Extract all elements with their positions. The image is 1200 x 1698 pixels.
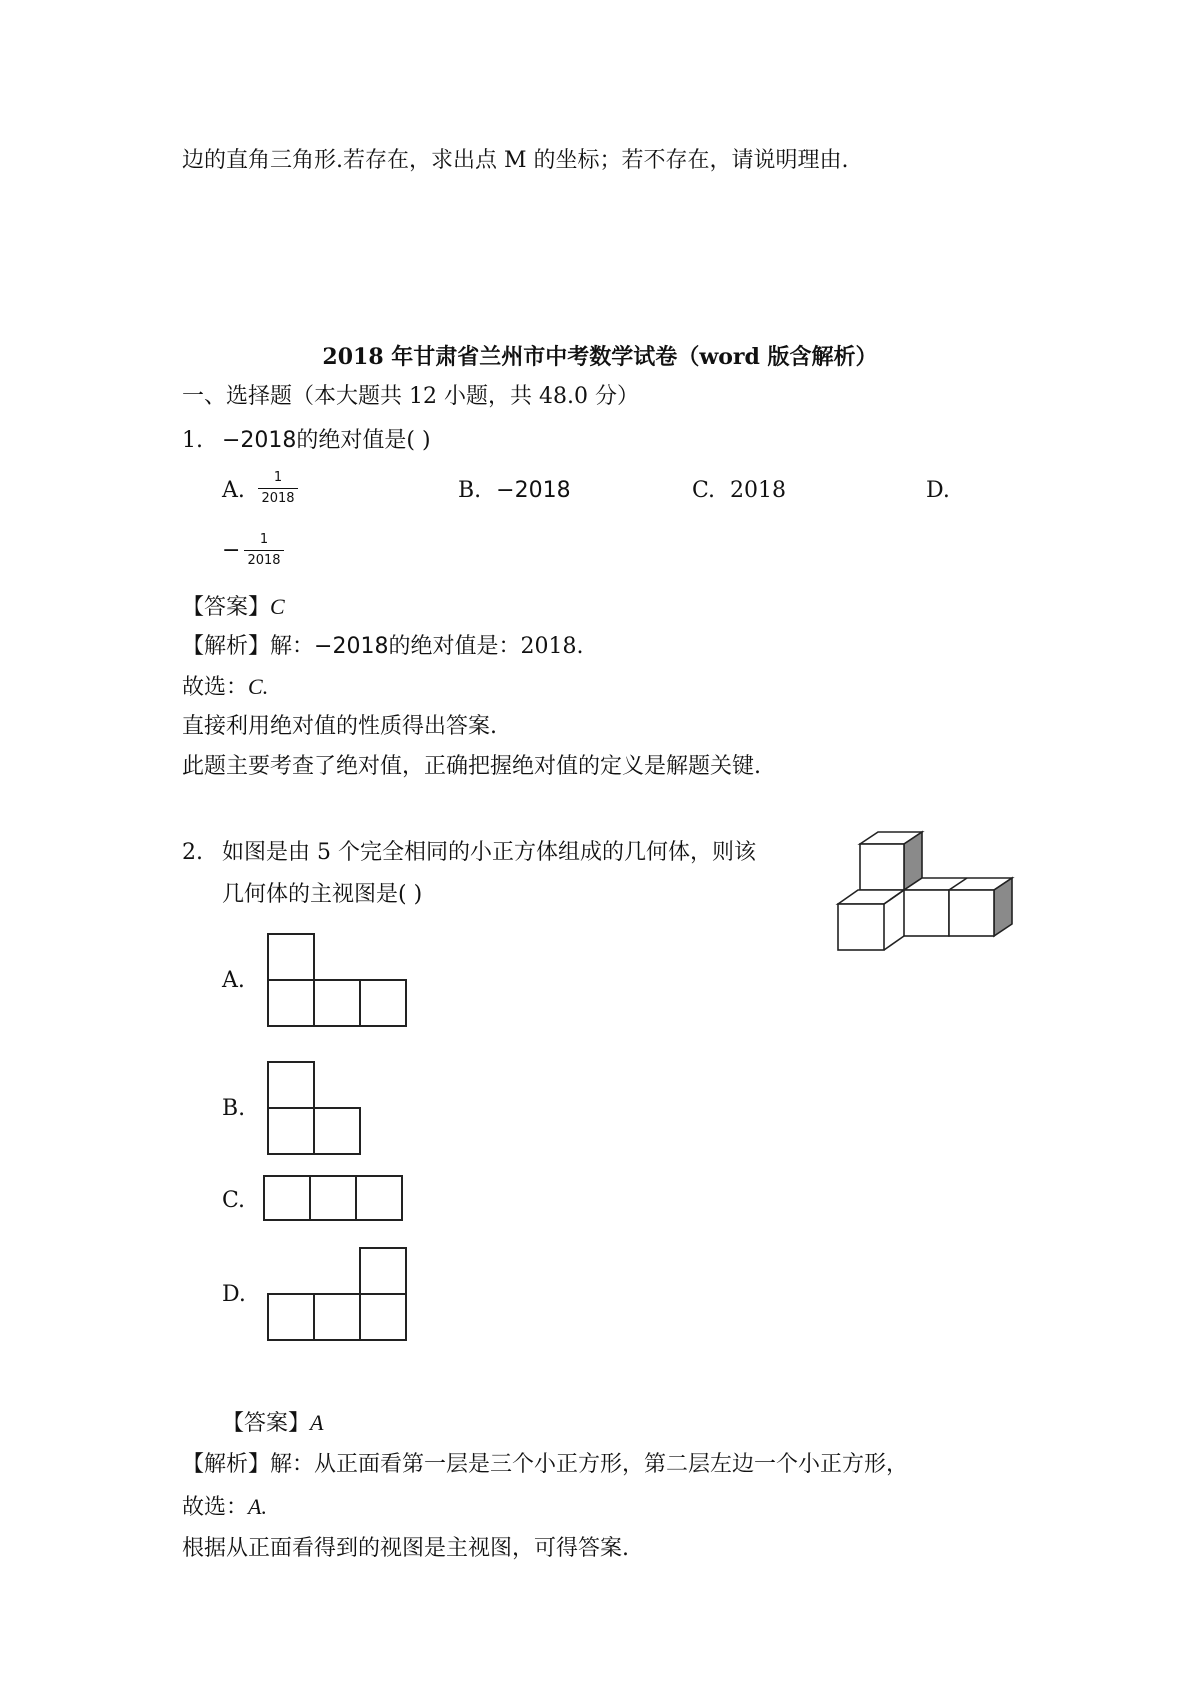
answer-value: A xyxy=(310,1410,324,1435)
top-cube-front-face xyxy=(860,844,904,890)
fraction-numerator: 1 xyxy=(259,532,269,547)
option-c-label: C. xyxy=(692,478,716,503)
fraction-denominator: 2018 xyxy=(261,491,295,506)
fraction-bar xyxy=(244,550,284,551)
option-a-label: A. xyxy=(222,478,245,503)
stem-text: 的绝对值是( ) xyxy=(296,428,431,453)
document-title: 2018 年甘肃省兰州市中考数学试卷（word 版含解析） xyxy=(322,344,878,370)
analysis-label: 【解析】 xyxy=(182,634,271,659)
question-number: 1. xyxy=(182,428,203,453)
option-c-label: C. xyxy=(222,1188,246,1213)
answer-label: 【答案】 xyxy=(182,595,271,620)
answer-label: 【答案】 xyxy=(222,1411,311,1436)
analysis-text: 解：从正面看第一层是三个小正方形，第二层左边一个小正方形， xyxy=(270,1452,909,1477)
note-line-1: 直接利用绝对值的性质得出答案. xyxy=(182,714,497,739)
choice-value: C. xyxy=(248,674,269,699)
analysis-prefix: 解： xyxy=(270,634,315,659)
option-b-label: B. xyxy=(458,478,482,503)
note-line-2: 此题主要考查了绝对值，正确把握绝对值的定义是解题关键. xyxy=(182,754,761,779)
stem-math: −2018 xyxy=(222,428,297,453)
front-cube-front-face xyxy=(838,904,884,950)
right-cube-front-face xyxy=(949,890,994,936)
option-d-sign: − xyxy=(222,538,241,563)
question-stem-line-2: 几何体的主视图是( ) xyxy=(222,882,423,907)
fraction-numerator: 1 xyxy=(273,470,283,485)
option-a-label: A. xyxy=(222,968,245,993)
option-d-label: D. xyxy=(926,478,950,503)
fraction-denominator: 2018 xyxy=(247,553,281,568)
analysis-line xyxy=(182,632,583,662)
middle-cube-front-face xyxy=(904,890,949,936)
answer-line xyxy=(222,1408,323,1439)
option-d-label: D. xyxy=(222,1282,246,1307)
question-number: 2. xyxy=(182,840,203,865)
analysis-math: −2018 xyxy=(314,634,389,659)
answer-line xyxy=(182,592,285,623)
option-c xyxy=(692,476,786,506)
option-b-label: B. xyxy=(222,1096,246,1121)
option-b-figure xyxy=(262,1056,370,1160)
question-stem xyxy=(222,426,431,456)
analysis-line xyxy=(182,1450,908,1480)
choice-value: A. xyxy=(248,1494,267,1519)
question-stem-line-1: 如图是由 5 个完全相同的小正方体组成的几何体，则该 xyxy=(222,840,756,865)
choice-prefix: 故选： xyxy=(182,1495,249,1520)
option-b-value: −2018 xyxy=(496,478,571,503)
fraction-bar xyxy=(258,488,298,489)
option-a-fraction xyxy=(258,470,298,507)
choice-line xyxy=(182,1492,267,1523)
note-line-1: 根据从正面看得到的视图是主视图，可得答案. xyxy=(182,1536,629,1561)
option-c-value: 2018 xyxy=(730,478,787,503)
option-b xyxy=(458,476,571,506)
choice-line xyxy=(182,672,268,703)
choice-prefix: 故选： xyxy=(182,675,249,700)
answer-value: C xyxy=(270,594,285,619)
analysis-suffix: 的绝对值是：2018. xyxy=(388,634,584,659)
previous-question-text: 边的直角三角形.若存在，求出点 M 的坐标；若不存在，请说明理由. xyxy=(182,148,849,173)
section-heading: 一、选择题（本大题共 12 小题，共 48.0 分） xyxy=(182,384,639,409)
option-a-figure xyxy=(262,928,414,1032)
analysis-label: 【解析】 xyxy=(182,1452,271,1477)
option-c-figure xyxy=(260,1172,408,1226)
option-d-figure xyxy=(262,1242,414,1346)
cube-figure xyxy=(836,830,1022,962)
option-d-fraction xyxy=(244,532,284,569)
